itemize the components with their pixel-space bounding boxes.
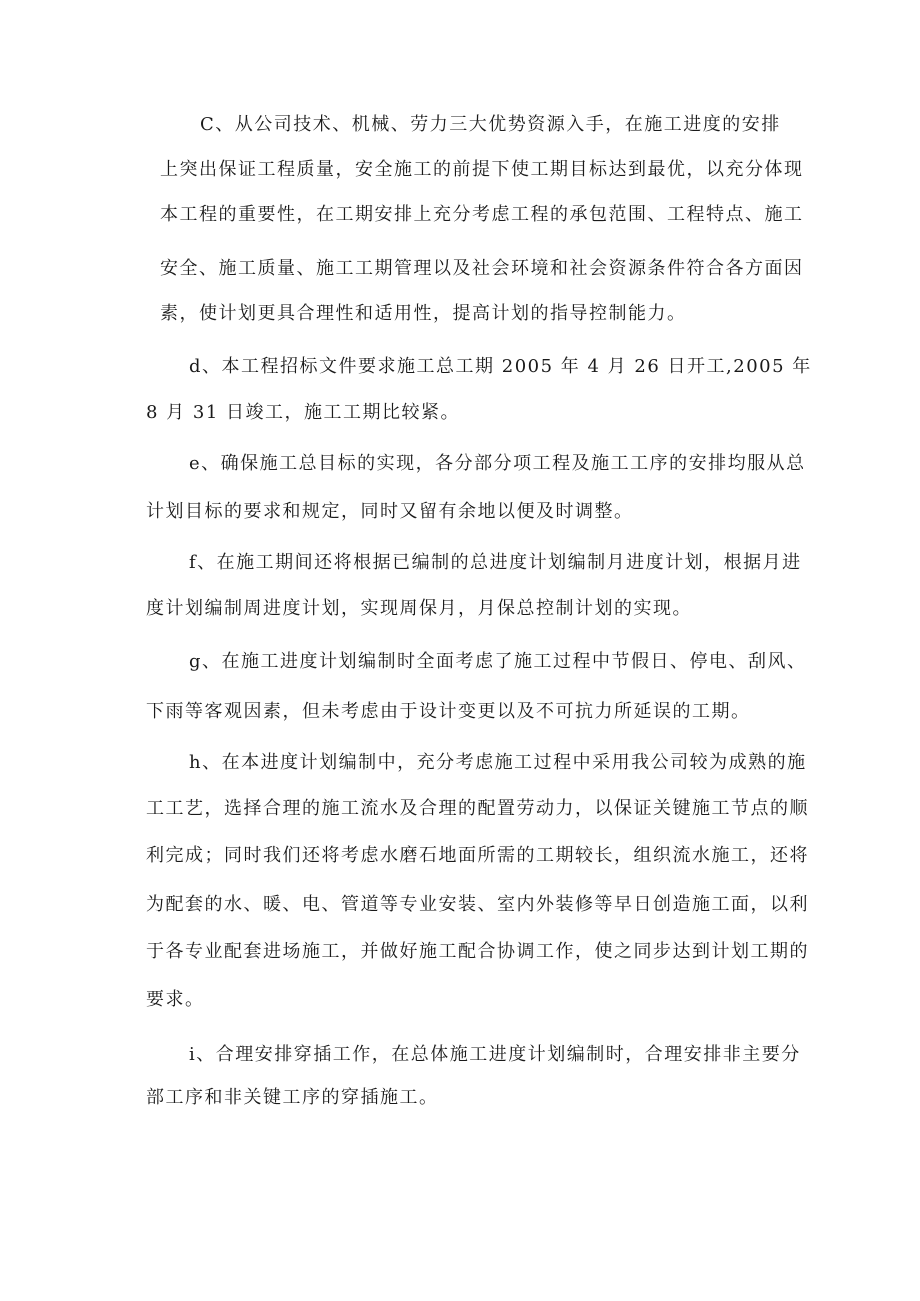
paragraph-line: i、合理安排穿插工作，在总体施工进度计划编制时，合理安排非主要分 (189, 1044, 801, 1065)
paragraph-line: 为配套的水、暖、电、管道等专业安装、室内外装修等早日创造施工面，以利 (146, 894, 809, 915)
paragraph-line: h、在本进度计划编制中，充分考虑施工过程中采用我公司较为成熟的施 (189, 752, 807, 773)
paragraph-line: 素，使计划更具合理性和适用性，提高计划的指导控制能力。 (160, 303, 687, 324)
paragraph-line: f、在施工期间还将根据已编制的总进度计划编制月进度计划，根据月进 (189, 552, 802, 573)
paragraph-line: 部工序和非关键工序的穿插施工。 (146, 1087, 439, 1108)
paragraph-line: 本工程的重要性，在工期安排上充分考虑工程的承包范围、工程特点、施工 (160, 204, 804, 225)
paragraph-line: 安全、施工质量、施工工期管理以及社会环境和社会资源条件符合各方面因 (160, 258, 804, 279)
paragraph-line: g、在施工进度计划编制时全面考虑了施工过程中节假日、停电、刮风、 (189, 651, 807, 672)
paragraph-line: 要求。 (146, 989, 205, 1010)
paragraph-line: 上突出保证工程质量，安全施工的前提下使工期目标达到最优，以充分体现 (160, 159, 804, 180)
paragraph-line: 下雨等客观因素，但未考虑由于设计变更以及不可抗力所延误的工期。 (146, 701, 751, 722)
paragraph-line: 度计划编制周进度计划，实现周保月，月保总控制计划的实现。 (146, 598, 692, 619)
paragraph-line: 8 月 31 日竣工，施工工期比较紧。 (146, 402, 461, 423)
paragraph-line: 计划目标的要求和规定，同时又留有余地以便及时调整。 (146, 501, 634, 522)
paragraph-line: 利完成；同时我们还将考虑水磨石地面所需的工期较长，组织流水施工，还将 (146, 845, 809, 866)
paragraph-line: 工工艺，选择合理的施工流水及合理的配置劳动力，以保证关键施工节点的顺 (146, 798, 809, 819)
paragraph-line: d、本工程招标文件要求施工总工期 2005 年 4 月 26 日开工,2005 年 (189, 356, 812, 377)
paragraph-line: e、确保施工总目标的实现，各分部分项工程及施工工序的安排均服从总 (189, 453, 806, 474)
paragraph-line: 于各专业配套进场施工，并做好施工配合协调工作，使之同步达到计划工期的 (146, 941, 809, 962)
paragraph-line: C、从公司技术、机械、劳力三大优势资源入手，在施工进度的安排 (200, 114, 781, 135)
